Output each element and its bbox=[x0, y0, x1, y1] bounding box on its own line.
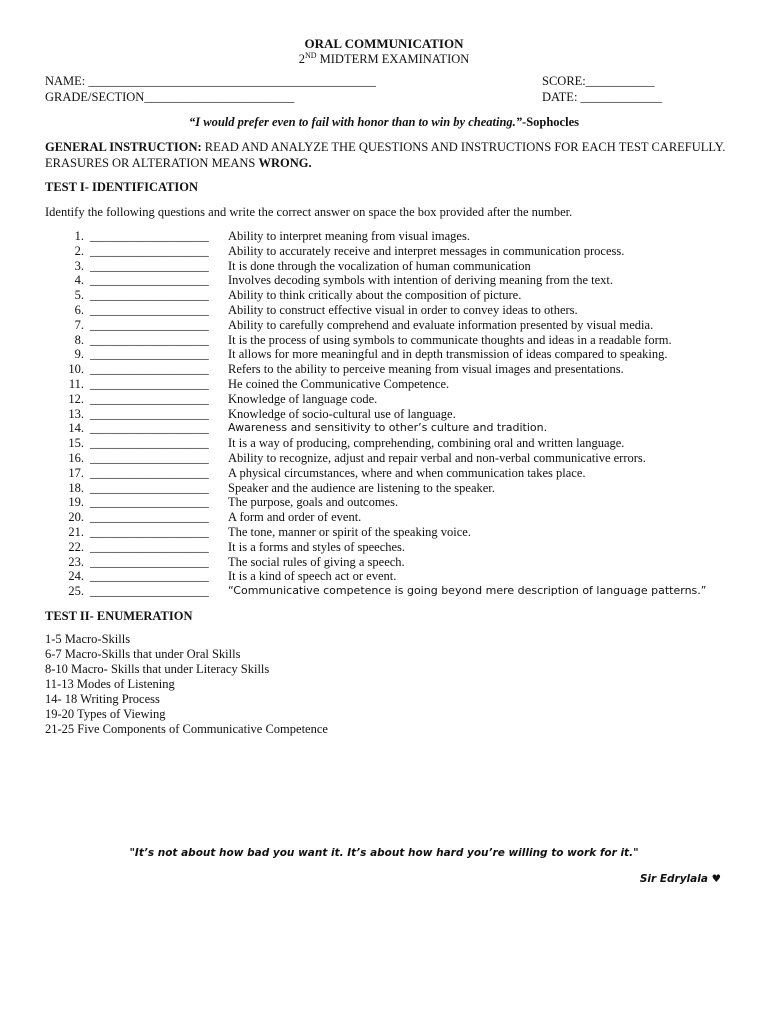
question-item bbox=[0, 584, 768, 599]
exam-subtitle bbox=[0, 51, 768, 67]
question-text: It is the process of using symbols to communicate thoughts and ideas in a readable form. bbox=[228, 332, 672, 347]
answer-blank[interactable]: ___________________ bbox=[90, 450, 209, 465]
answer-blank[interactable]: ___________________ bbox=[90, 229, 209, 243]
enumeration-item: 21-25 Five Components of Communicative Competence bbox=[45, 722, 328, 736]
question-item bbox=[0, 333, 768, 348]
enumeration-item: 8-10 Macro- Skills that under Literacy Skills bbox=[45, 662, 270, 676]
question-number: 14. bbox=[68, 421, 84, 436]
question-text: The social rules of giving a speech. bbox=[228, 554, 405, 569]
question-item bbox=[0, 525, 768, 540]
question-item bbox=[0, 421, 768, 436]
answer-blank[interactable]: ___________________ bbox=[90, 376, 209, 391]
question-item bbox=[0, 273, 768, 288]
enumeration-item: 14- 18 Writing Process bbox=[45, 692, 160, 706]
name-field: NAME: ______________________________________________ bbox=[45, 74, 376, 88]
question-number: 15. bbox=[68, 436, 84, 451]
answer-blank[interactable]: ___________________ bbox=[90, 347, 209, 362]
question-text: Ability to carefully comprehend and evaluate information presented by visual media. bbox=[228, 317, 654, 332]
question-item bbox=[0, 259, 768, 274]
enumeration-item: 11-13 Modes of Listening bbox=[45, 677, 175, 691]
question-item bbox=[0, 495, 768, 510]
answer-blank[interactable]: ___________________ bbox=[90, 539, 209, 554]
question-number: 22. bbox=[68, 539, 84, 554]
answer-blank[interactable]: ___________________ bbox=[90, 362, 209, 377]
test1-question-list bbox=[0, 229, 768, 599]
enumeration-item: 19-20 Types of Viewing bbox=[45, 707, 166, 721]
question-item bbox=[0, 510, 768, 525]
answer-blank[interactable]: ___________________ bbox=[90, 584, 209, 599]
question-number: 7. bbox=[74, 317, 84, 332]
question-text: The purpose, goals and outcomes. bbox=[228, 495, 399, 510]
question-item bbox=[0, 318, 768, 333]
answer-blank[interactable]: ___________________ bbox=[90, 288, 209, 303]
instruction-emphasis: WRONG. bbox=[258, 156, 312, 170]
question-number: 4. bbox=[74, 273, 84, 288]
quote-text: “I would prefer even to fail with honor than to win by cheating.” bbox=[189, 115, 523, 129]
answer-blank[interactable]: ___________________ bbox=[90, 480, 209, 495]
answer-blank[interactable]: ___________________ bbox=[90, 465, 209, 480]
answer-blank[interactable]: ___________________ bbox=[90, 391, 209, 406]
question-text: Speaker and the audience are listening to the speaker. bbox=[228, 480, 495, 495]
answer-blank[interactable]: ___________________ bbox=[90, 406, 209, 421]
enumeration-item: 6-7 Macro-Skills that under Oral Skills bbox=[45, 647, 241, 661]
score-field: SCORE:___________ bbox=[542, 74, 655, 88]
signature: Sir Edrylala ♥ bbox=[639, 873, 721, 885]
question-number: 12. bbox=[68, 391, 84, 406]
subtitle-rest: MIDTERM EXAMINATION bbox=[316, 52, 470, 67]
question-text: The tone, manner or spirit of the speaking voice. bbox=[228, 524, 471, 539]
test2-heading: TEST II- ENUMERATION bbox=[45, 609, 193, 623]
question-number: 20. bbox=[68, 510, 84, 525]
answer-blank[interactable]: ___________________ bbox=[90, 421, 209, 436]
question-text: Knowledge of socio-cultural use of language. bbox=[228, 406, 456, 421]
opening-quote bbox=[0, 115, 768, 130]
question-number: 24. bbox=[68, 569, 84, 584]
question-item bbox=[0, 436, 768, 451]
answer-blank[interactable]: ___________________ bbox=[90, 510, 209, 525]
question-number: 5. bbox=[74, 288, 84, 303]
question-text: Ability to construct effective visual in order to convey ideas to others. bbox=[228, 302, 578, 317]
question-text: Ability to accurately receive and interpret messages in communication process. bbox=[228, 243, 625, 258]
answer-blank[interactable]: ___________________ bbox=[90, 554, 209, 569]
answer-blank[interactable]: ___________________ bbox=[90, 302, 209, 317]
question-number: 13. bbox=[68, 406, 84, 421]
question-text: Awareness and sensitivity to other’s culture and tradition. bbox=[228, 421, 548, 435]
test2-enumeration-list bbox=[45, 632, 328, 737]
question-text: “Communicative competence is going beyond mere description of language patterns.” bbox=[228, 584, 707, 598]
answer-blank[interactable]: ___________________ bbox=[90, 258, 209, 273]
question-text: Refers to the ability to perceive meaning from visual images and presentations. bbox=[228, 362, 624, 377]
question-item bbox=[0, 407, 768, 422]
question-item bbox=[0, 481, 768, 496]
question-number: 16. bbox=[68, 450, 84, 465]
question-item bbox=[0, 569, 768, 584]
instruction-text: READ AND ANALYZE THE QUESTIONS AND INSTRUCTIONS FOR EACH TEST CAREFULLY. ERASURES OR ALTERATION MEANS bbox=[45, 140, 726, 170]
question-item bbox=[0, 244, 768, 259]
question-item bbox=[0, 288, 768, 303]
question-item bbox=[0, 362, 768, 377]
question-number: 6. bbox=[74, 302, 84, 317]
question-number: 9. bbox=[74, 347, 84, 362]
question-number: 17. bbox=[68, 465, 84, 480]
question-number: 8. bbox=[74, 332, 84, 347]
question-text: Ability to recognize, adjust and repair verbal and non-verbal communicative errors. bbox=[228, 450, 646, 465]
question-item bbox=[0, 377, 768, 392]
question-text: A form and order of event. bbox=[228, 510, 362, 525]
question-number: 1. bbox=[74, 229, 84, 243]
answer-blank[interactable]: ___________________ bbox=[90, 495, 209, 510]
answer-blank[interactable]: ___________________ bbox=[90, 332, 209, 347]
question-text: It is a kind of speech act or event. bbox=[228, 569, 397, 584]
instruction-label: GENERAL INSTRUCTION: bbox=[45, 140, 202, 154]
question-number: 23. bbox=[68, 554, 84, 569]
question-text: Involves decoding symbols with intention of deriving meaning from the text. bbox=[228, 273, 614, 288]
answer-blank[interactable]: ___________________ bbox=[90, 317, 209, 332]
question-text: It is a forms and styles of speeches. bbox=[228, 539, 406, 554]
question-text: Ability to think critically about the composition of picture. bbox=[228, 288, 522, 303]
quote-author: -Sophocles bbox=[522, 115, 579, 129]
question-text: Ability to interpret meaning from visual images. bbox=[228, 229, 470, 243]
question-item bbox=[0, 540, 768, 555]
test1-heading: TEST I- IDENTIFICATION bbox=[45, 180, 199, 194]
answer-blank[interactable]: ___________________ bbox=[90, 569, 209, 584]
grade-section-field: GRADE/SECTION________________________ bbox=[45, 90, 295, 104]
test1-direction: Identify the following questions and write the correct answer on space the box provided after the number. bbox=[45, 205, 573, 219]
answer-blank[interactable]: ___________________ bbox=[90, 524, 209, 539]
answer-blank[interactable]: ___________________ bbox=[90, 436, 209, 451]
question-item bbox=[0, 466, 768, 481]
exam-title: ORAL COMMUNICATION bbox=[304, 36, 464, 51]
question-number: 18. bbox=[68, 480, 84, 495]
question-text: He coined the Communicative Competence. bbox=[228, 376, 450, 391]
question-number: 11. bbox=[68, 376, 84, 391]
answer-blank[interactable]: ___________________ bbox=[90, 243, 209, 258]
subtitle-ordinal: 2 bbox=[298, 52, 305, 67]
question-text: Knowledge of language code. bbox=[228, 391, 378, 406]
question-item bbox=[0, 392, 768, 407]
question-item bbox=[0, 229, 768, 244]
question-number: 3. bbox=[74, 258, 84, 273]
question-number: 2. bbox=[74, 243, 84, 258]
question-text: It is a way of producing, comprehending, combining oral and written language. bbox=[228, 436, 625, 451]
question-number: 19. bbox=[68, 495, 84, 510]
question-number: 10. bbox=[68, 362, 84, 377]
question-text: It allows for more meaningful and in depth transmission of ideas compared to speaking. bbox=[228, 347, 668, 362]
question-number: 25. bbox=[68, 584, 84, 599]
question-number: 21. bbox=[68, 524, 84, 539]
subtitle-superscript: ND bbox=[304, 51, 317, 60]
question-text: A physical circumstances, where and when communication takes place. bbox=[228, 465, 586, 480]
question-item bbox=[0, 347, 768, 362]
question-text: It is done through the vocalization of human communication bbox=[228, 258, 531, 273]
enumeration-item: 1-5 Macro-Skills bbox=[45, 632, 131, 646]
date-field: DATE: _____________ bbox=[542, 90, 662, 104]
question-item bbox=[0, 303, 768, 318]
question-item bbox=[0, 451, 768, 466]
closing-motto: "It’s not about how bad you want it. It’s about how hard you’re willing to work for it." bbox=[129, 847, 639, 859]
general-instruction bbox=[45, 139, 735, 171]
question-item bbox=[0, 555, 768, 570]
answer-blank[interactable]: ___________________ bbox=[90, 273, 209, 288]
